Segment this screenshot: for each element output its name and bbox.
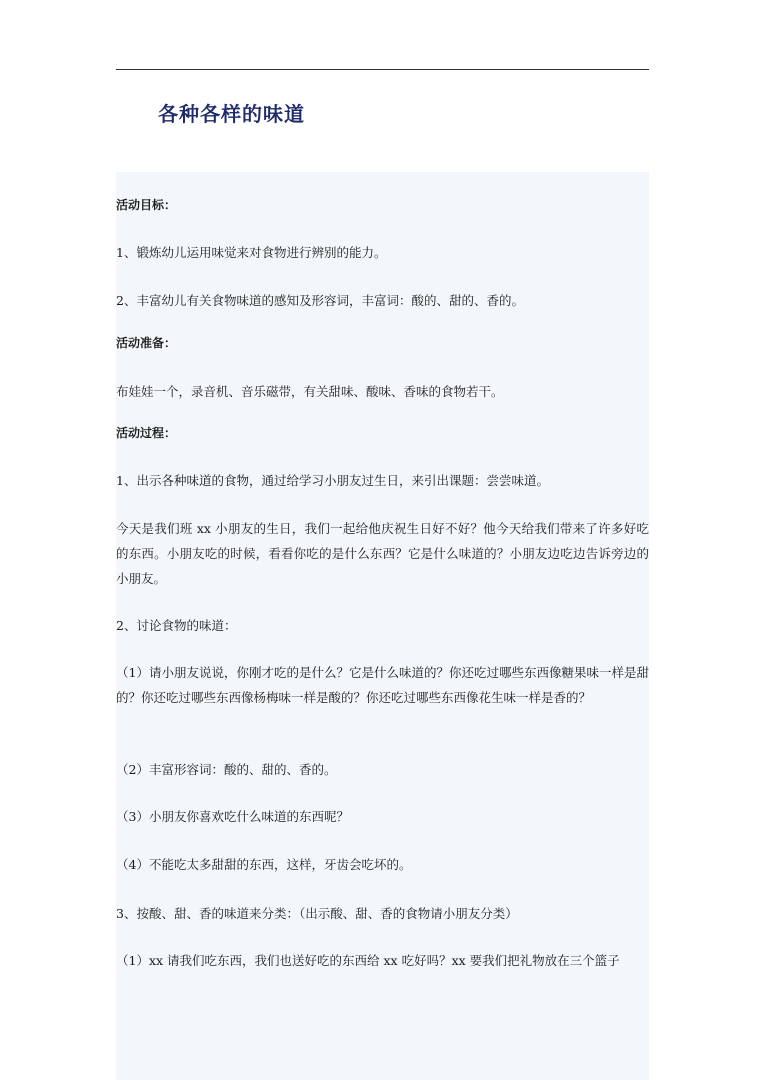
process-step-2: 2、讨论食物的味道： [116,618,237,633]
goal-item-1: 1、锻炼幼儿运用味觉来对食物进行辨别的能力。 [116,245,387,260]
heading-process: 活动过程： [116,426,177,440]
prep-text: 布娃娃一个，录音机、音乐磁带，有关甜味、酸味、香味的食物若干。 [116,384,504,399]
heading-goals: 活动目标： [116,198,177,212]
goal-item-2: 2、丰富幼儿有关食物味道的感知及形容词，丰富词：酸的、甜的、香的。 [116,293,524,308]
process-step-3-q1: （1）xx 请我们吃东西，我们也送好吃的东西给 xx 吃好吗？xx 要我们把礼物放在三个篮子 [116,953,620,968]
process-step-2-q4: （4）不能吃太多甜甜的东西，这样，牙齿会吃坏的。 [116,857,412,872]
process-step-2-q2: （2）丰富形容词：酸的、甜的、香的。 [116,762,337,777]
process-step-3: 3、按酸、甜、香的味道来分类：（出示酸、甜、香的食物请小朋友分类） [116,906,518,921]
process-step-2-q3: （3）小朋友你喜欢吃什么味道的东西呢？ [116,809,349,824]
process-step-1-detail: 今天是我们班 xx 小朋友的生日，我们一起给他庆祝生日好不好？他今天给我们带来了许多好吃的东西。小朋友吃的时候，看看你吃的是什么东西？它是什么味道的？小朋友边吃边告诉旁边的小朋友。 [116,521,649,586]
document-title: 各种各样的味道 [158,102,305,126]
heading-prep: 活动准备： [116,336,177,350]
process-step-2-q1: （1）请小朋友说说，你刚才吃的是什么？它是什么味道的？你还吃过哪些东西像糖果味一样是甜的？你还吃过哪些东西像杨梅味一样是酸的？你还吃过哪些东西像花生味一样是香的？ [116,665,649,705]
process-step-1: 1、出示各种味道的食物，通过给学习小朋友过生日，来引出课题：尝尝味道。 [116,473,549,488]
header-rule [116,69,649,70]
